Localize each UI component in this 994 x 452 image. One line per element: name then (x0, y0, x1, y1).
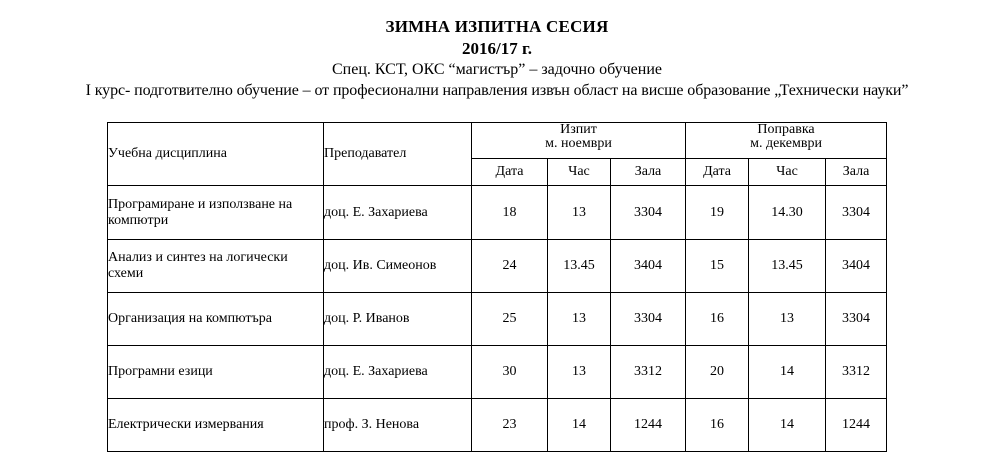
exam-hour-cell: 13 (548, 293, 611, 346)
table-row (108, 186, 887, 240)
retake-hour-cell: 14 (749, 399, 826, 452)
subject-cell: Програмиране и използване на компютри (108, 186, 324, 240)
teacher-cell: доц. Р. Иванов (324, 293, 472, 346)
subject-column-header: Учебна дисциплина (108, 123, 324, 186)
retake-date-header: Дата (686, 159, 749, 186)
exam-group-header (472, 123, 686, 159)
teacher-cell: проф. З. Ненова (324, 399, 472, 452)
specialty-line: Спец. КСТ, ОКС “магистър” – задочно обучение (332, 61, 662, 78)
exam-date-cell: 25 (472, 293, 548, 346)
retake-room-header: Зала (826, 159, 887, 186)
retake-hour-cell: 14.30 (749, 186, 826, 240)
course-line: I курс- подготвително обучение – от професионални направления извън област на висше образование „Технически науки” (85, 82, 909, 99)
exam-schedule-table (107, 122, 887, 452)
page-title: ЗИМНА ИЗПИТНА СЕСИЯ (385, 17, 609, 36)
exam-date-cell: 24 (472, 240, 548, 293)
retake-hour-cell: 13 (749, 293, 826, 346)
retake-group-header (686, 123, 887, 159)
retake-room-cell: 1244 (826, 399, 887, 452)
retake-date-cell: 16 (686, 293, 749, 346)
exam-group-title: Изпит (560, 122, 597, 137)
subject-cell: Организация на компютъра (108, 293, 324, 346)
teacher-column-header: Преподавател (324, 123, 472, 186)
exam-room-cell: 3312 (611, 346, 686, 399)
exam-room-cell: 3304 (611, 293, 686, 346)
header-row (108, 123, 887, 159)
exam-date-cell: 23 (472, 399, 548, 452)
retake-room-cell: 3312 (826, 346, 887, 399)
exam-hour-cell: 14 (548, 399, 611, 452)
exam-room-header: Зала (611, 159, 686, 186)
retake-date-cell: 15 (686, 240, 749, 293)
exam-date-cell: 18 (472, 186, 548, 240)
exam-room-cell: 3304 (611, 186, 686, 240)
retake-date-cell: 20 (686, 346, 749, 399)
exam-hour-header: Час (548, 159, 611, 186)
retake-hour-header: Час (749, 159, 826, 186)
academic-year: 2016/17 г. (461, 39, 533, 58)
exam-room-cell: 1244 (611, 399, 686, 452)
retake-date-cell: 19 (686, 186, 749, 240)
retake-room-cell: 3404 (826, 240, 887, 293)
retake-room-cell: 3304 (826, 186, 887, 240)
subject-cell: Програмни езици (108, 346, 324, 399)
exam-hour-cell: 13 (548, 186, 611, 240)
retake-date-cell: 16 (686, 399, 749, 452)
retake-hour-cell: 14 (749, 346, 826, 399)
exam-room-cell: 3404 (611, 240, 686, 293)
retake-hour-cell: 13.45 (749, 240, 826, 293)
table-row (108, 346, 887, 399)
exam-hour-cell: 13 (548, 346, 611, 399)
table-row (108, 293, 887, 346)
table-row (108, 399, 887, 452)
teacher-cell: доц. Е. Захариева (324, 186, 472, 240)
exam-hour-cell: 13.45 (548, 240, 611, 293)
table-row (108, 240, 887, 293)
subject-cell: Електрически измервания (108, 399, 324, 452)
subject-cell: Анализ и синтез на логически схеми (108, 240, 324, 293)
exam-group-month: м. ноември (545, 136, 612, 151)
retake-room-cell: 3304 (826, 293, 887, 346)
exam-date-cell: 30 (472, 346, 548, 399)
teacher-cell: доц. Е. Захариева (324, 346, 472, 399)
teacher-cell: доц. Ив. Симеонов (324, 240, 472, 293)
exam-date-header: Дата (472, 159, 548, 186)
retake-group-month: м. декември (750, 136, 822, 151)
retake-group-title: Поправка (757, 122, 815, 137)
